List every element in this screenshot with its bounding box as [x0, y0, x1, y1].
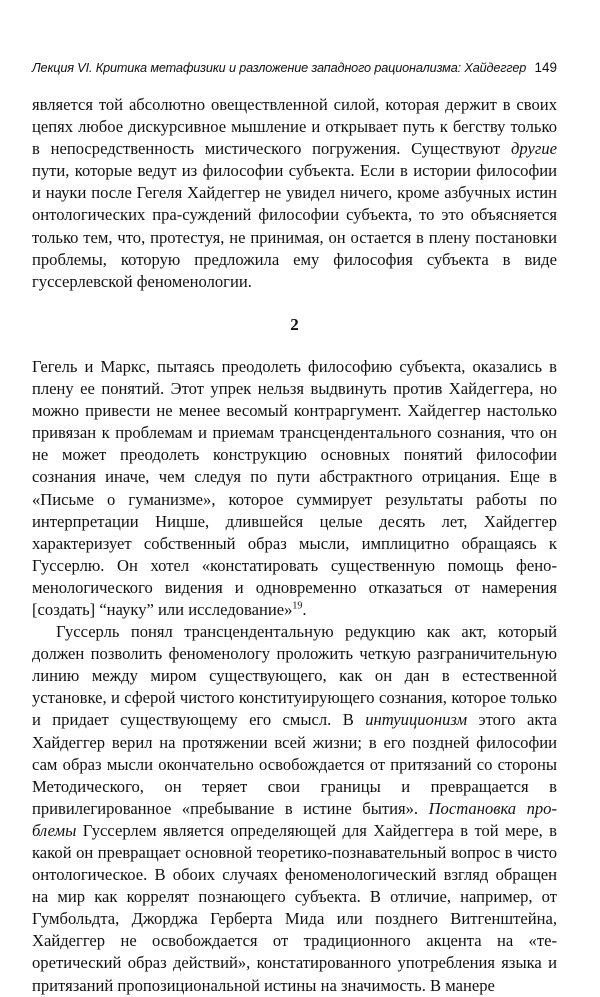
- paragraph-3-text-a: Гуссерль понял трансцендентальную редукцию как акт, который должен позволить феноменологу проложить четкую разграничительную линию между миром существующего, как он дан в естественной установке, и сферой чистого конституирующего сознания, которое только и придает существующему его смысл. В: [32, 622, 557, 730]
- paragraph-3-text-b: этого акта Хайдеггер верил на протяжении всей жизни; в его поздней философии сам образ мысли окончательно освобождается от притязаний со стороны Методического, он теряет свои границы и превращается в привилегированное «пребывание в истине бытия».: [32, 710, 558, 818]
- paragraph-2-text-a: Гегель и Маркс, пытаясь преодолеть философию субъекта, оказались в плену ее понятий. Этот упрек нельзя выдвинуть против Хайдеггера, но можно привести не менее весомый контраргумент. Хайдеггер настолько привязан к проблемам и приемам трансцендентального сознания, что он не может преодолеть конструкцию основных понятий философии сознания иначе, чем следуя по пути абстрактного отрицания. Еще в «Письме о гуманизме», которое суммирует результаты работы по интерпретации Ницше, длившейся целые десять лет, Хайдеггер характеризует собственный образ мысли, имплицитно обращаясь к Гуссерлю. Он хотел «констатировать существенную помощь феноменологического видения и одновременно отказаться от намерения [создать] “науку” или исследование»: [32, 356, 557, 619]
- chapter-title: Лекция VI. Критика метафизики и разложение западного рационализма: Хайдеггер: [32, 61, 527, 75]
- running-header: [32, 60, 557, 76]
- paragraph-3-emphasis-2: Постановка проблемы: [32, 798, 558, 840]
- paragraph-1-text-b: пути, которые ведут из философии субъекта. Если в истории философии и науки после Гегеля Хайдеггер не увидел ничего, кроме азбучных истин онтологических пра-суждений философии субъекта, то это объясняется только тем, что, протестуя, не принимая, он остается в плену постановки проблемы, которую предложила ему философия субъекта в виде гуссерлевской феноменологии.: [32, 161, 557, 291]
- section-number: 2: [290, 314, 299, 334]
- footnote-marker[interactable]: 19: [292, 600, 303, 612]
- paragraph-3-emphasis-1: интуиционизм: [365, 710, 468, 730]
- paragraph-1-text-a: является той абсолютно овеществленной силой, которая держит в своих цепях любое дискурсивное мышление и открывает путь к бегству только в непосредственность мистического погружения. Существуют: [32, 95, 557, 159]
- page-number: 149: [534, 60, 557, 75]
- book-page: [32, 60, 557, 997]
- paragraph-3: [32, 621, 557, 997]
- paragraph-2-text-b: .: [302, 599, 307, 619]
- paragraph-1: [32, 94, 557, 293]
- paragraph-2: [32, 356, 557, 621]
- paragraph-1-emphasis: другие: [511, 139, 557, 159]
- paragraph-3-text-c: Гуссерлем является определяющей для Хайдеггера в той мере, в какой он превращает основной теоретико-познавательный вопрос в чисто онтологическое. В обоих случаях феноменологический взгляд обращен на мир как коррелят познающего субъекта. В отличие, например, от Гумбольдта, Джорджа Герберта Мида или позднего Витгенштейна, Хайдеггер не освобождается от традиционного акцента на «теоретический образ действий», констатированного употребления языка и притязаний пропозициональной истины на значимость. В манере: [32, 820, 557, 995]
